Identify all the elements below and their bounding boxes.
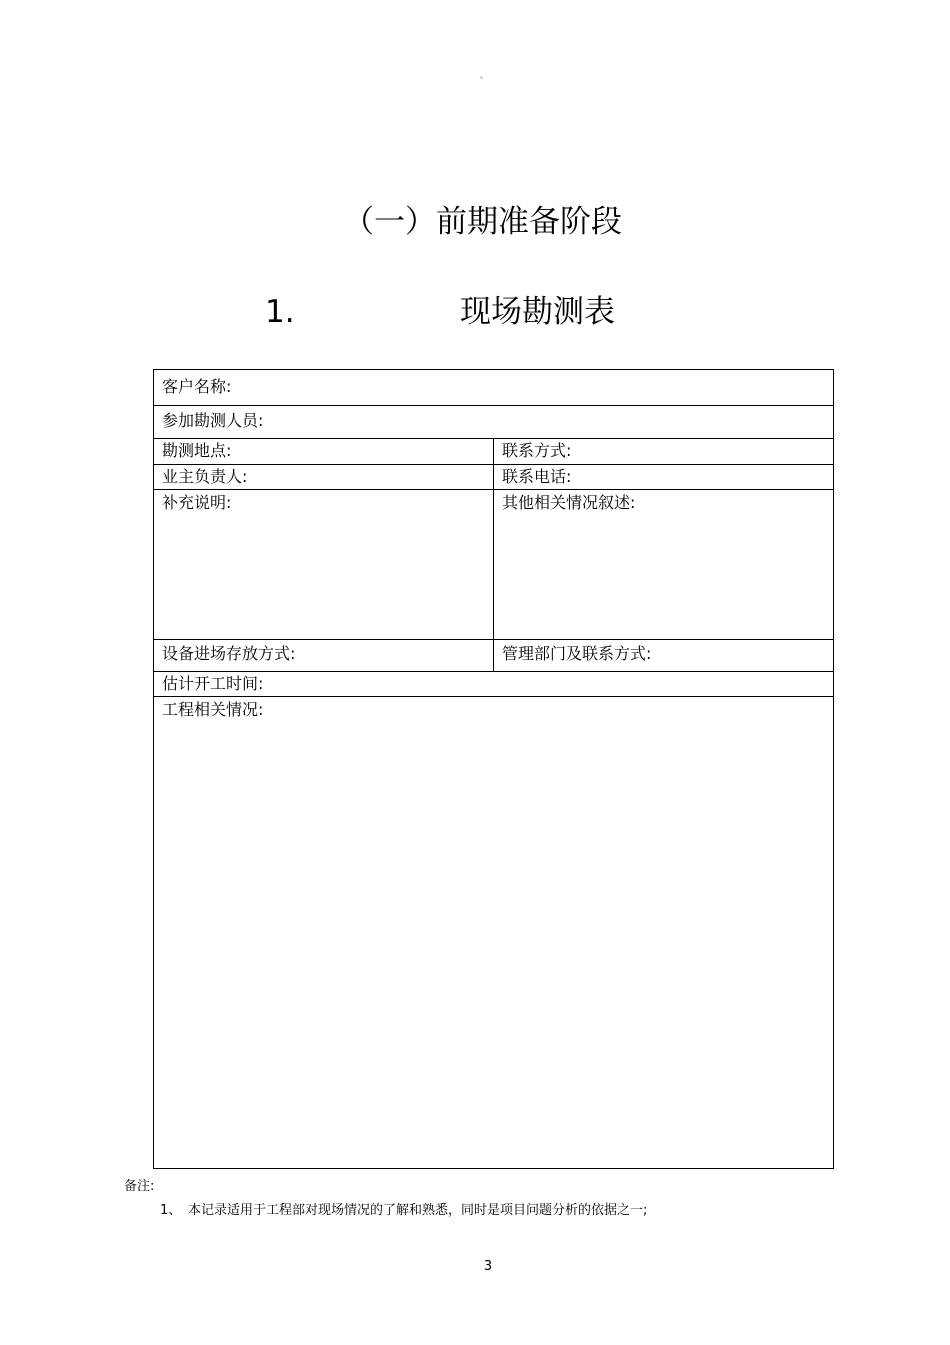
table-row	[154, 640, 834, 672]
table-row	[154, 672, 834, 697]
form-heading	[0, 290, 950, 334]
header-mark: 。	[480, 71, 490, 81]
contact-phone-field[interactable]: 联系电话:	[494, 465, 834, 490]
estimated-start-field[interactable]: 估计开工时间:	[154, 672, 834, 697]
survey-form-table	[153, 369, 834, 1169]
project-situation-field[interactable]: 工程相关情况:	[154, 697, 834, 1169]
table-row	[154, 370, 834, 406]
remarks-item-text: 本记录适用于工程部对现场情况的了解和熟悉，同时是项目问题分析的依据之一;	[188, 1203, 648, 1218]
other-situation-field[interactable]: 其他相关情况叙述:	[494, 490, 834, 640]
table-row	[154, 490, 834, 640]
section-title: （一）前期准备阶段	[343, 204, 622, 240]
table-row	[154, 439, 834, 465]
table-row	[154, 406, 834, 439]
survey-location-field[interactable]: 勘测地点:	[154, 439, 494, 465]
management-dept-field[interactable]: 管理部门及联系方式:	[494, 640, 834, 672]
table-row	[154, 465, 834, 490]
page-number: 3	[483, 1259, 493, 1274]
customer-name-field[interactable]: 客户名称:	[154, 370, 834, 406]
survey-personnel-field[interactable]: 参加勘测人员:	[154, 406, 834, 439]
contact-method-field[interactable]: 联系方式:	[494, 439, 834, 465]
equipment-storage-field[interactable]: 设备进场存放方式:	[154, 640, 494, 672]
remarks-item	[160, 1199, 647, 1218]
remarks-label: 备注:	[124, 1179, 155, 1194]
form-number: 1.	[265, 294, 295, 330]
additional-notes-field[interactable]: 补充说明:	[154, 490, 494, 640]
table-row	[154, 697, 834, 1169]
form-title: 现场勘测表	[460, 294, 615, 330]
remarks-item-number: 1、	[160, 1203, 182, 1218]
owner-in-charge-field[interactable]: 业主负责人:	[154, 465, 494, 490]
